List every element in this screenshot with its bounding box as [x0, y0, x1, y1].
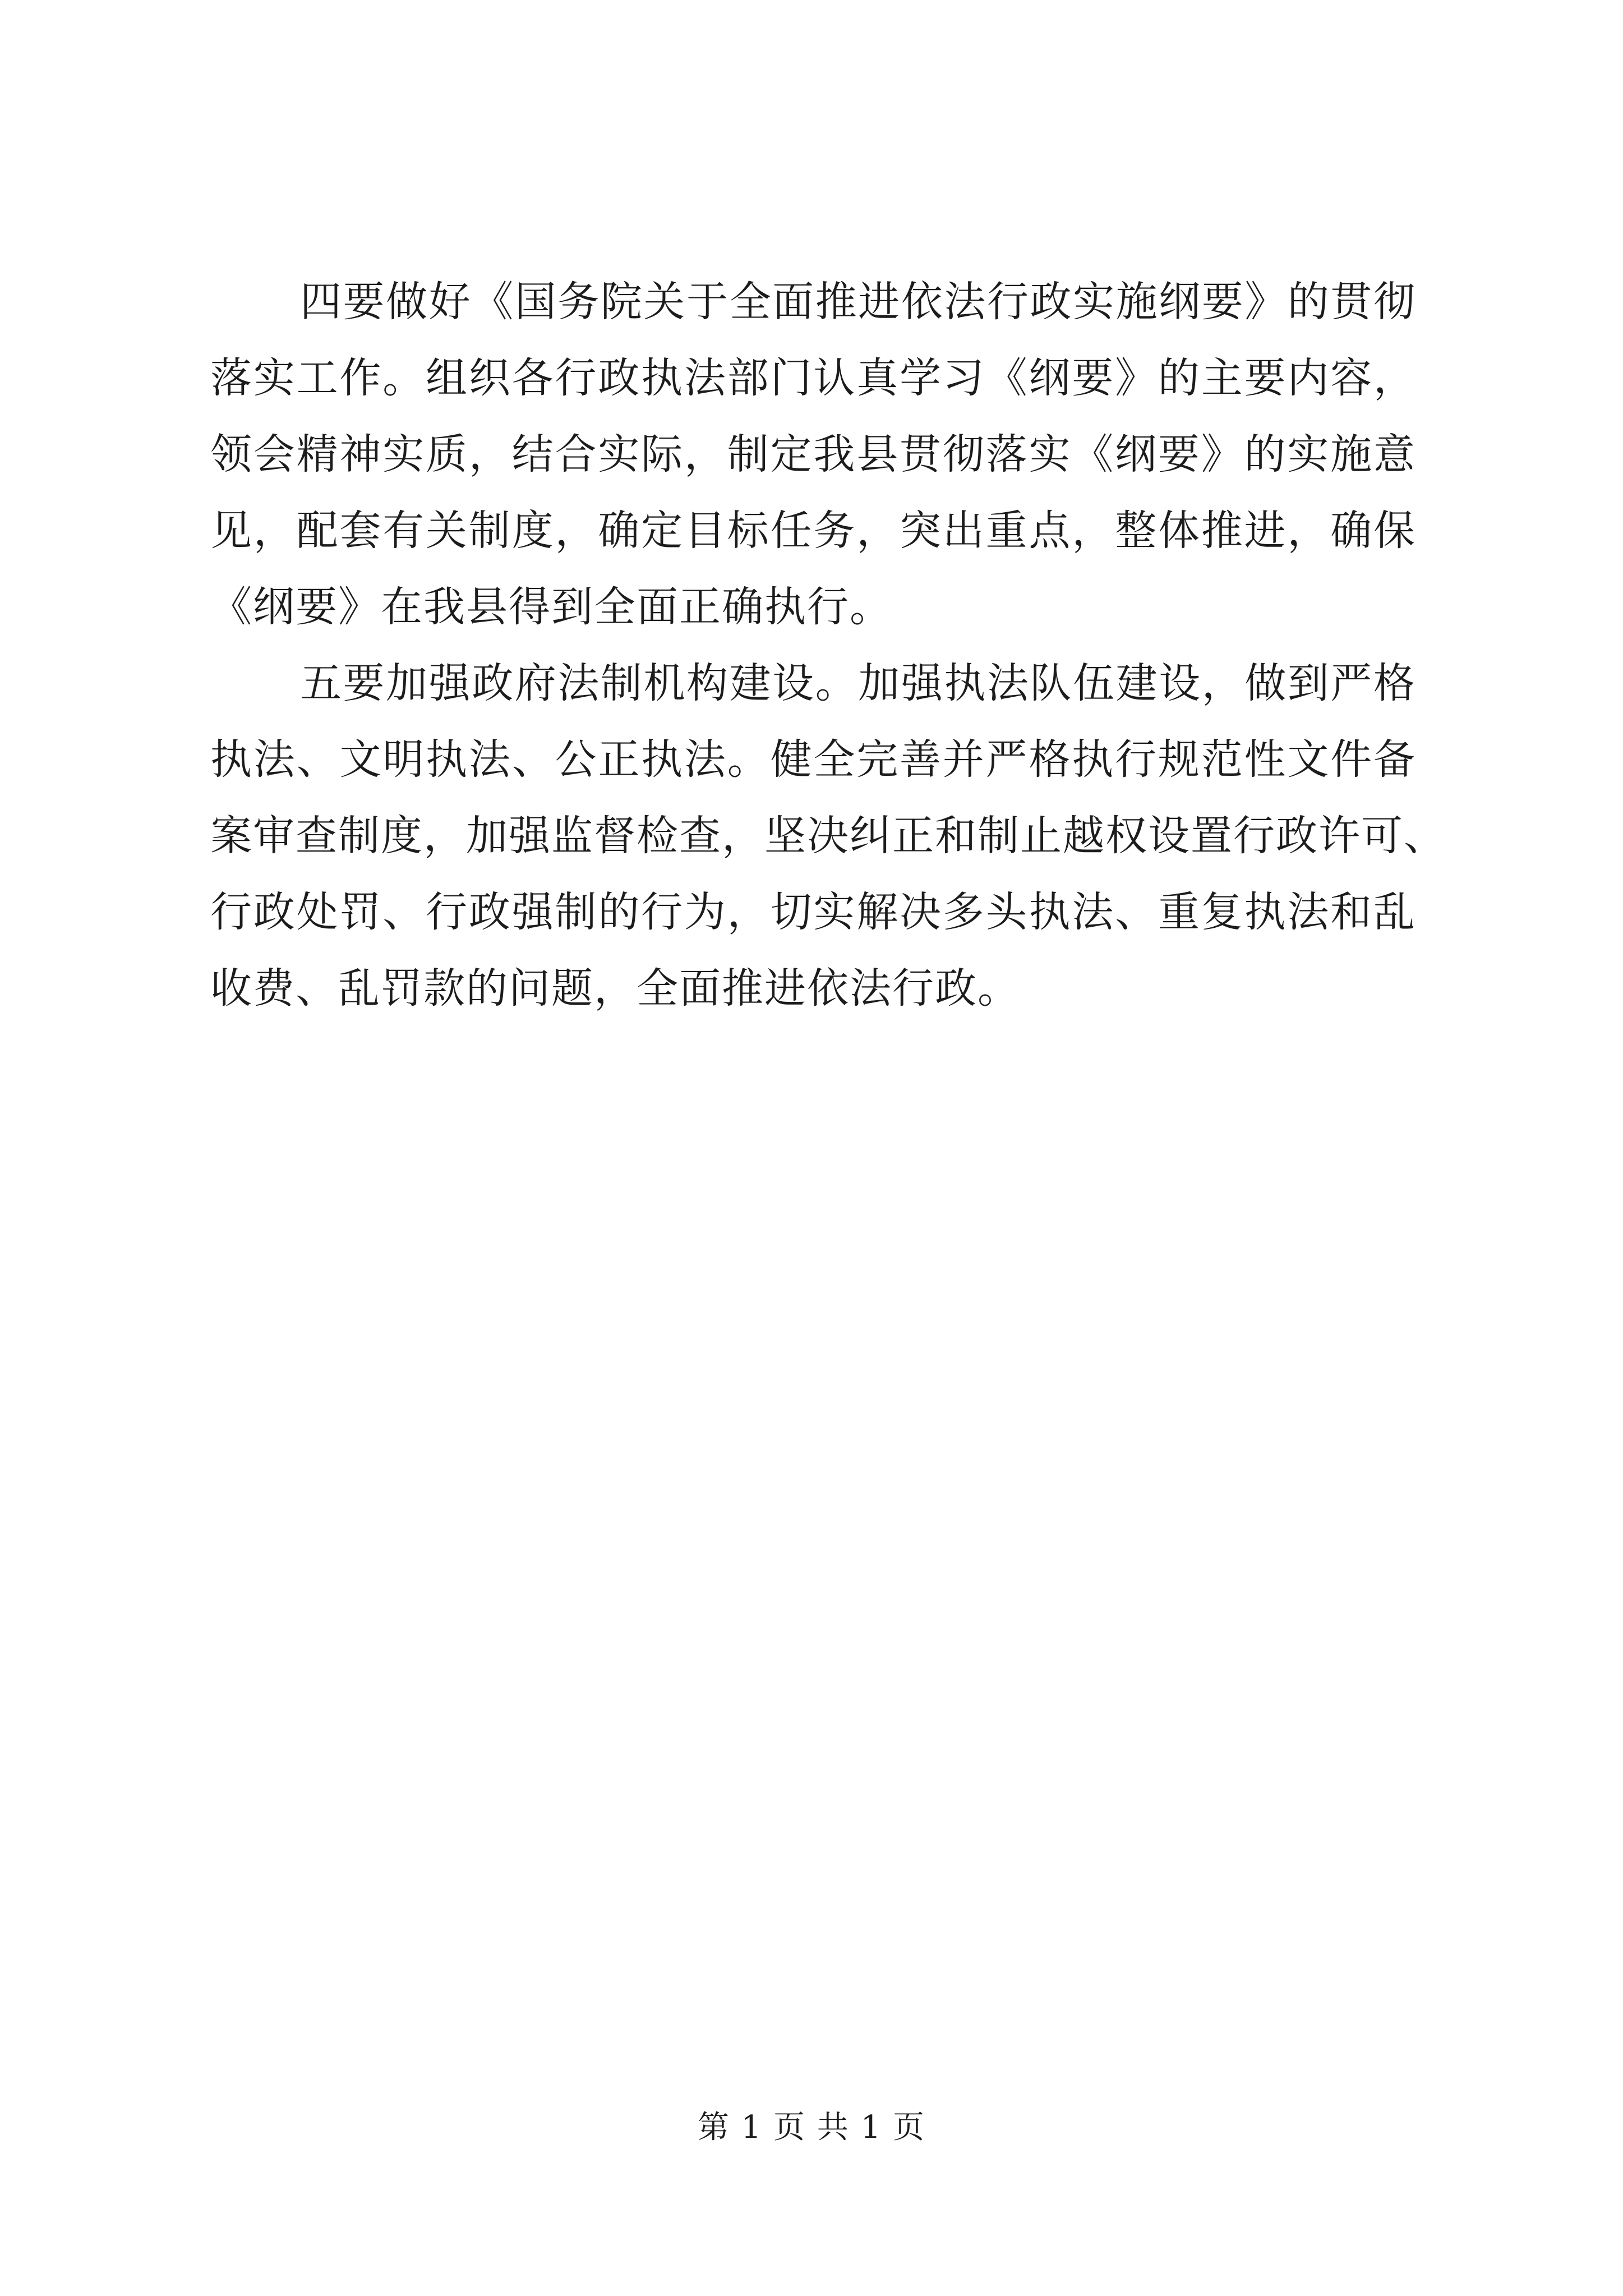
document-body — [210, 264, 1446, 1027]
paragraph-2 — [210, 645, 1446, 1027]
paragraph-line: 行政处罚、行政强制的行为，切实解决多头执法、重复执法和乱 — [210, 888, 1416, 936]
paragraph-1 — [210, 264, 1416, 645]
paragraph-line: 四要做好《国务院关于全面推进依法行政实施纲要》的贯彻 — [300, 278, 1416, 326]
paragraph-line: 案审查制度，加强监督检查，坚决纠正和制止越权设置行政许可、 — [210, 812, 1446, 860]
paragraph-line: 执法、文明执法、公正执法。健全完善并严格执行规范性文件备 — [210, 735, 1416, 784]
paragraph-line: 《纲要》在我县得到全面正确执行。 — [210, 583, 892, 631]
page-footer: 第 1 页 共 1 页 — [697, 2109, 926, 2146]
paragraph-line: 见，配套有关制度，确定目标任务，突出重点，整体推进，确保 — [210, 507, 1416, 555]
paragraph-line: 落实工作。组织各行政执法部门认真学习《纲要》的主要内容， — [210, 354, 1416, 402]
paragraph-line: 领会精神实质，结合实际，制定我县贯彻落实《纲要》的实施意 — [210, 430, 1416, 478]
paragraph-line: 收费、乱罚款的问题，全面推进依法行政。 — [210, 964, 1020, 1013]
paragraph-line: 五要加强政府法制机构建设。加强执法队伍建设，做到严格 — [300, 659, 1416, 707]
